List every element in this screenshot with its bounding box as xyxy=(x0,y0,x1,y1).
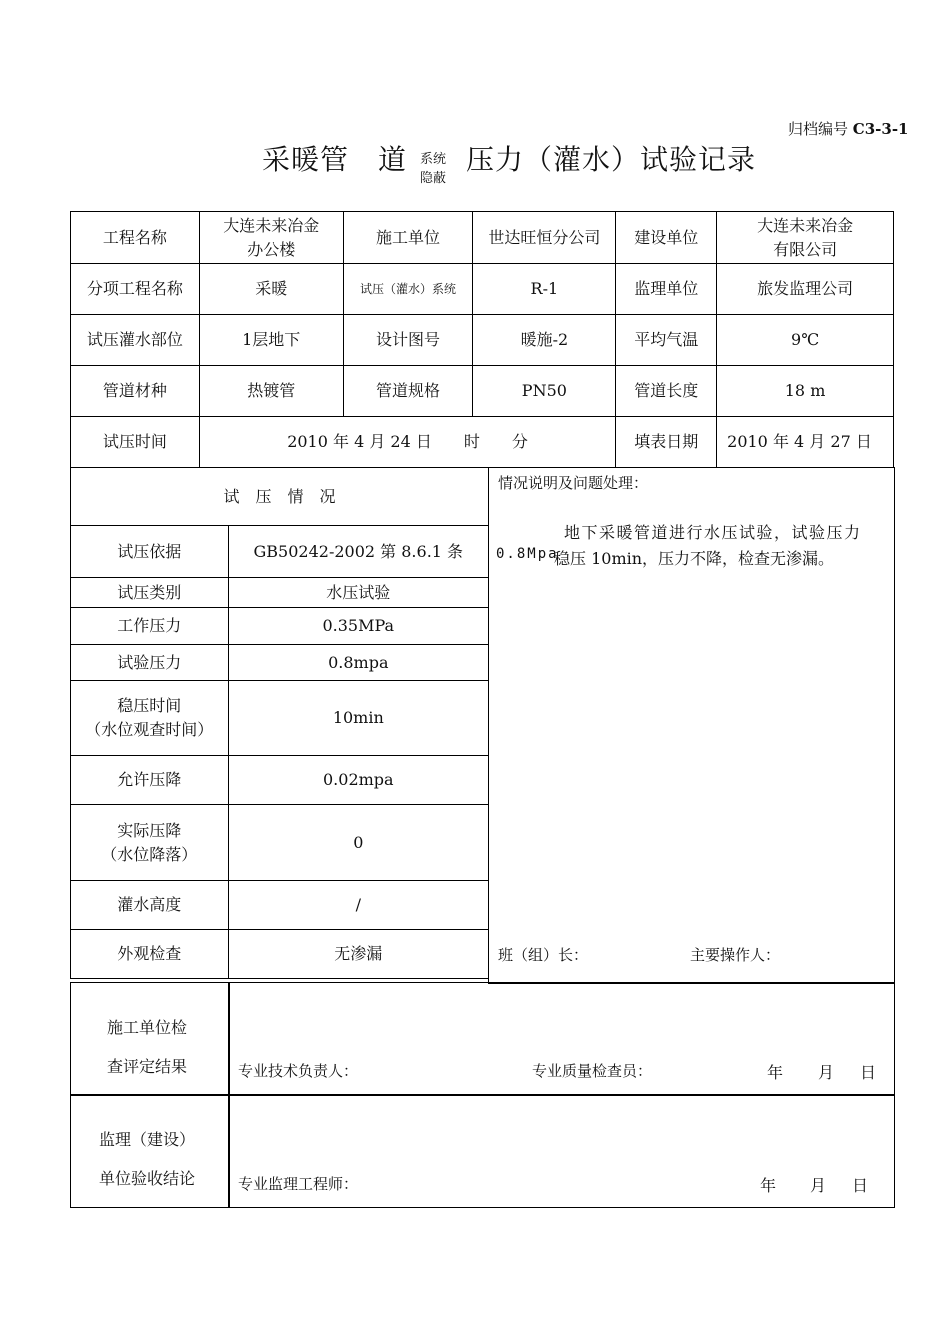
test-row-label: 外观检查 xyxy=(71,930,229,979)
test-row-label: 试压类别 xyxy=(71,578,229,608)
label-pipe-length: 管道长度 xyxy=(616,366,717,417)
construction-check-label2: 查评定结果 xyxy=(107,1057,188,1076)
tech-lead-label: 专业技术负责人： xyxy=(238,1062,359,1080)
test-table xyxy=(70,467,489,979)
value-project-name-line2: 办公楼 xyxy=(247,239,296,259)
value-project-name xyxy=(199,212,343,264)
day-label: 日 xyxy=(852,1176,869,1195)
test-section-header: 试 压 情 况 xyxy=(71,468,489,526)
test-row-label: 试压依据 xyxy=(71,526,229,578)
value-supervision-unit: 旅发监理公司 xyxy=(717,264,894,315)
label-subproject: 分项工程名称 xyxy=(71,264,200,315)
test-row-label-line1: 稳压时间 xyxy=(117,696,182,715)
test-row-label-line2: （水位降落） xyxy=(101,844,198,864)
notes-line2: 稳压 10min，压力不降，检查无渗漏。 xyxy=(554,549,835,568)
info-row xyxy=(71,315,894,366)
test-row-value: 0 xyxy=(228,805,488,881)
test-row-label: 工作压力 xyxy=(71,608,229,645)
label-test-system: 试压（灌水）系统 xyxy=(343,264,473,315)
quality-inspector-label: 专业质量检查员： xyxy=(532,1062,653,1080)
notes-box xyxy=(488,467,895,984)
test-row-value: 0.02mpa xyxy=(228,756,488,805)
archive-label: 归档编号 xyxy=(788,120,849,138)
supervision-label-box xyxy=(70,1094,230,1208)
construction-check-label-box xyxy=(70,982,230,1096)
label-fill-date: 填表日期 xyxy=(616,417,717,468)
label-construction-unit: 施工单位 xyxy=(343,212,473,264)
value-subproject: 采暖 xyxy=(199,264,343,315)
month-label: 月 xyxy=(818,1063,835,1082)
label-project-name: 工程名称 xyxy=(71,212,200,264)
team-leader-label: 班（组）长： xyxy=(498,946,589,964)
value-avg-temp: 9℃ xyxy=(717,315,894,366)
test-row-value: 10min xyxy=(228,681,488,756)
test-row-value: 无渗漏 xyxy=(228,930,488,979)
year-label: 年 xyxy=(767,1063,784,1082)
test-row-value: 0.35MPa xyxy=(228,608,488,645)
info-row xyxy=(71,264,894,315)
label-pipe-material: 管道材种 xyxy=(71,366,200,417)
info-row xyxy=(71,366,894,417)
test-row-label: 试验压力 xyxy=(71,645,229,681)
info-row xyxy=(71,212,894,264)
value-owner-unit xyxy=(717,212,894,264)
value-test-system: R-1 xyxy=(473,264,616,315)
label-test-time: 试压时间 xyxy=(71,417,200,468)
label-drawing-no: 设计图号 xyxy=(343,315,473,366)
construction-check-label1: 施工单位检 xyxy=(107,1018,188,1037)
label-supervision-unit: 监理单位 xyxy=(616,264,717,315)
day-label: 日 xyxy=(860,1063,877,1082)
archive-code: C3-3-1 xyxy=(852,120,909,138)
value-test-location: 1层地下 xyxy=(199,315,343,366)
year-label: 年 xyxy=(760,1176,777,1195)
title-part1: 采暖管 道 xyxy=(262,143,408,176)
value-test-time: 2010 年 4 月 24 日 时 分 xyxy=(199,417,615,468)
test-row-label: 允许压降 xyxy=(71,756,229,805)
test-row-value: 水压试验 xyxy=(228,578,488,608)
test-row-label xyxy=(71,681,229,756)
value-pipe-length: 18 m xyxy=(717,366,894,417)
test-row-label-line2: （水位观查时间） xyxy=(85,720,214,739)
value-drawing-no: 暖施-2 xyxy=(473,315,616,366)
supervision-engineer-label: 专业监理工程师： xyxy=(238,1175,359,1193)
value-owner-unit-line1: 大连未来冶金 xyxy=(757,215,854,235)
info-table xyxy=(70,211,894,468)
notes-pressure: 0.8Mpa xyxy=(496,546,559,562)
value-pipe-spec: PN50 xyxy=(473,366,616,417)
test-row-value: 0.8mpa xyxy=(228,645,488,681)
value-pipe-material: 热镀管 xyxy=(199,366,343,417)
value-project-name-line1: 大连未来冶金 xyxy=(223,215,320,235)
test-row-label xyxy=(71,805,229,881)
month-label: 月 xyxy=(810,1176,827,1195)
info-row xyxy=(71,417,894,468)
label-pipe-spec: 管道规格 xyxy=(343,366,473,417)
label-owner-unit: 建设单位 xyxy=(616,212,717,264)
supervision-label1: 监理（建设） xyxy=(99,1130,196,1149)
test-row-value: / xyxy=(228,881,488,930)
value-fill-date: 2010 年 4 月 27 日 xyxy=(717,417,894,468)
test-row-label: 灌水高度 xyxy=(71,881,229,930)
label-avg-temp: 平均气温 xyxy=(616,315,717,366)
test-row-value: GB50242-2002 第 8.6.1 条 xyxy=(228,526,488,578)
archive-number xyxy=(788,118,909,139)
operator-label: 主要操作人： xyxy=(690,946,781,964)
value-construction-unit: 世达旺恒分公司 xyxy=(473,212,616,264)
notes-line1: 地下采暖管道进行水压试验，试验压力 xyxy=(564,523,862,542)
supervision-label2: 单位验收结论 xyxy=(99,1169,196,1188)
title-small-bottom: 隐蔽 xyxy=(420,171,447,186)
label-test-location: 试压灌水部位 xyxy=(71,315,200,366)
title-small-top: 系统 xyxy=(420,152,447,167)
value-owner-unit-line2: 有限公司 xyxy=(773,239,838,259)
title-part2: 压力（灌水）试验记录 xyxy=(466,143,757,176)
notes-heading: 情况说明及问题处理： xyxy=(498,474,649,492)
test-row-label-line1: 实际压降 xyxy=(117,820,182,840)
